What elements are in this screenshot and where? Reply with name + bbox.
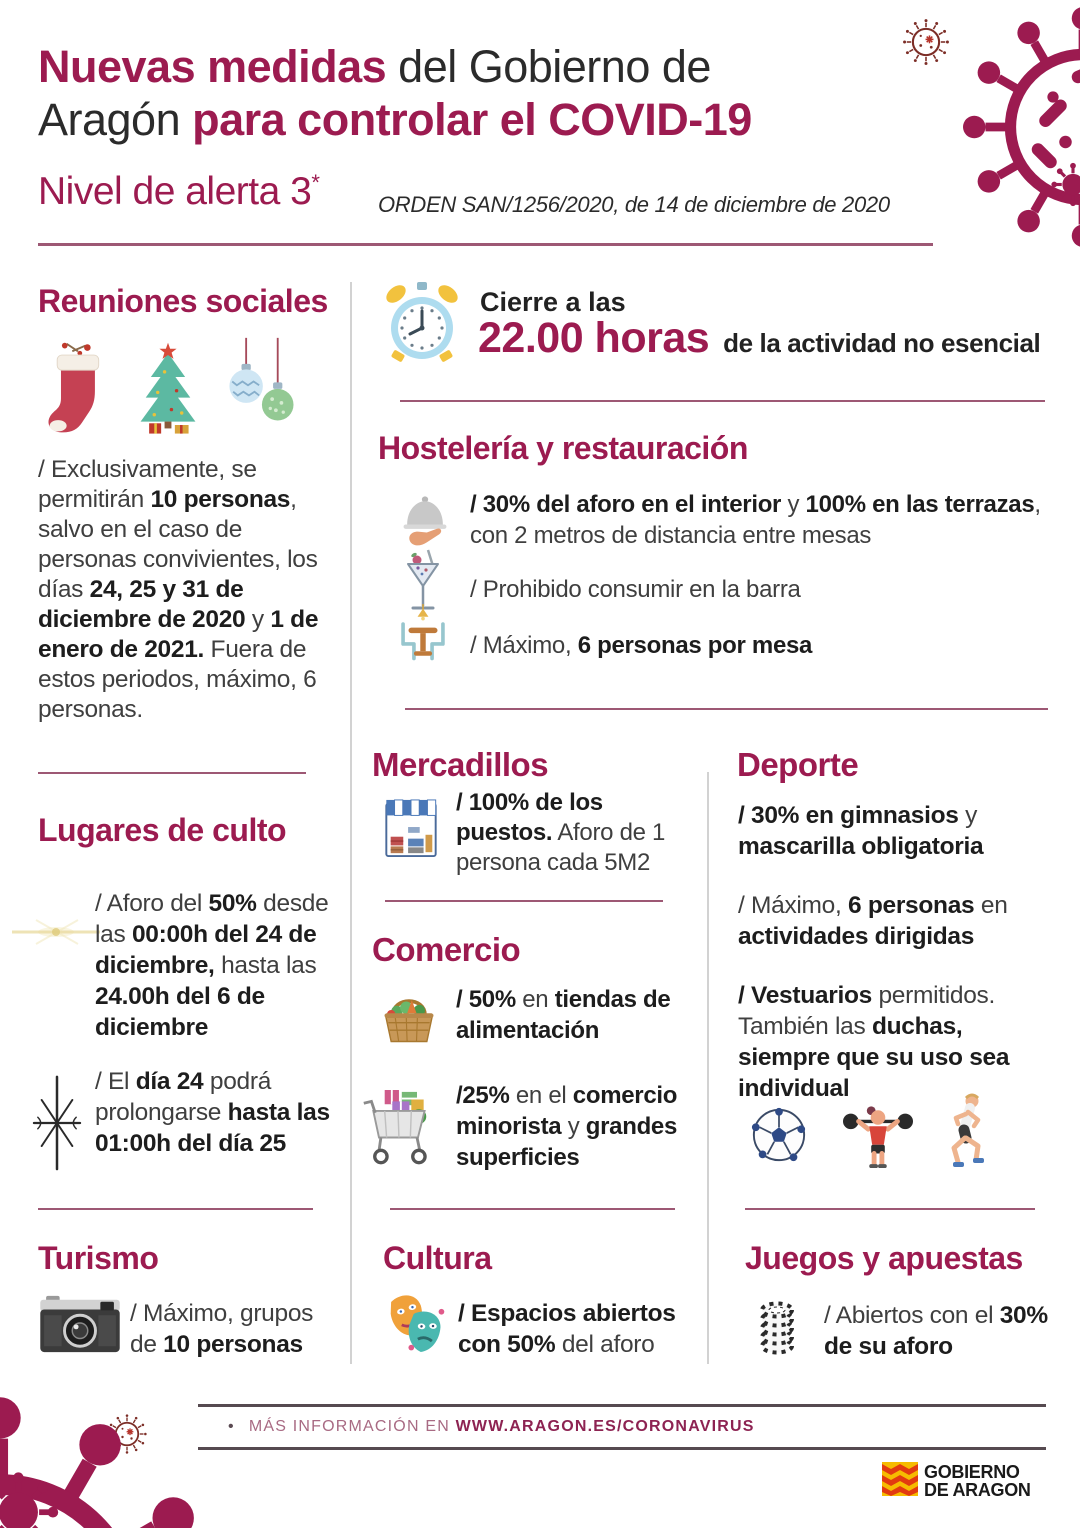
alert-level-text: Nivel de alerta 3 — [38, 170, 312, 213]
text-segment: / — [456, 789, 469, 816]
text-segment: / Máximo, — [738, 892, 848, 919]
text-segment: 30% de su aforo — [824, 1302, 1048, 1360]
text-segment: podrá prolongarse — [95, 1068, 272, 1126]
text-segment: y — [561, 1113, 586, 1140]
text-segment: / — [456, 1082, 463, 1109]
text-segment: / Máximo, grupos de — [130, 1300, 314, 1358]
section-heading-cultura: Cultura — [383, 1240, 492, 1276]
text-segment: 50% — [208, 890, 257, 917]
section-heading-juegos: Juegos y apuestas — [745, 1240, 1023, 1276]
text-segment: permitidos. También las — [738, 982, 995, 1040]
culto-item-1-text — [95, 888, 347, 1043]
soccer-ball-icon — [750, 1106, 808, 1164]
mercadillos-item-1-text — [456, 788, 684, 878]
order-reference: ORDEN SAN/1256/2020, de 14 de diciembre de 2020 — [378, 192, 890, 217]
text-segment: , con 2 metros de distancia entre mesas — [470, 491, 1041, 549]
christmas-tree-icon — [132, 334, 204, 444]
text-segment: mascarilla obligatoria — [738, 833, 984, 860]
text-segment: 30% del aforo en el interior — [482, 491, 782, 518]
star-icon — [28, 1075, 86, 1171]
deporte-item-3-text — [738, 980, 1054, 1104]
closure-suffix: de la actividad no esencial — [723, 328, 1041, 358]
section-heading-turismo: Turismo — [38, 1240, 159, 1276]
section-heading-reuniones: Reuniones sociales — [38, 283, 328, 319]
text-segment: / — [456, 986, 469, 1013]
text-segment: 50% — [468, 986, 516, 1013]
turismo-item-1-text — [130, 1298, 345, 1360]
divider — [38, 1208, 313, 1210]
culto-item-2-text — [95, 1066, 353, 1159]
shopping-cart-icon — [360, 1088, 436, 1168]
text-segment: en el — [509, 1082, 573, 1109]
text-segment: / Abiertos con el — [824, 1302, 1000, 1329]
market-stall-icon — [384, 798, 438, 858]
text-segment: 24.00h del 6 de diciembre — [95, 983, 265, 1041]
text-segment: y — [958, 802, 978, 829]
aragon-flag-emblem — [882, 1462, 918, 1496]
text-segment: del aforo — [555, 1331, 655, 1358]
text-segment: día 24 — [135, 1068, 204, 1095]
text-segment: 25% — [462, 1082, 510, 1109]
text-segment: / — [738, 982, 752, 1009]
text-segment: 30% en gimnasios — [751, 802, 959, 829]
text-segment: Fuera de estos periodos, máximo, 6 personas. — [38, 636, 317, 723]
deporte-item-2-text — [738, 890, 1050, 952]
closure-prefix: Cierre a las — [480, 287, 626, 317]
alert-level — [38, 170, 319, 214]
text-segment: 10 personas — [150, 486, 291, 513]
column-divider-left — [350, 282, 352, 1364]
divider — [400, 400, 1045, 402]
text-segment: / — [470, 491, 483, 518]
text-segment: Espacios abiertos con 50% — [458, 1300, 676, 1358]
text-segment: tiendas de alimentación — [456, 986, 671, 1044]
comercio-item-2-text — [456, 1080, 714, 1173]
text-segment: / Exclusivamente, se permitirán — [38, 456, 257, 513]
section-heading-hosteleria: Hostelería y restauración — [378, 430, 748, 466]
title-regular-1: del Gobierno de — [386, 41, 711, 92]
text-segment: 10 personas — [163, 1331, 303, 1358]
text-segment: / Prohibido consumir en la barra — [470, 576, 801, 603]
text-segment: / Aforo del — [95, 890, 209, 917]
footer-info-prefix: MÁS INFORMACIÓN EN — [248, 1418, 456, 1435]
hosteleria-item-2-text — [470, 574, 1030, 605]
header-divider — [38, 243, 933, 246]
candle-icon — [8, 902, 104, 958]
text-segment: / — [738, 802, 752, 829]
weightlifter-icon — [838, 1100, 918, 1170]
column-divider-right — [707, 772, 709, 1364]
closure-time: 22.00 horas — [478, 314, 710, 362]
footer-info-url: WWW.ARAGON.ES/CORONAVIRUS — [455, 1418, 755, 1435]
footer-rule-bottom — [198, 1447, 1046, 1450]
table-chairs-icon — [394, 604, 452, 664]
text-segment: en — [974, 892, 1008, 919]
text-segment: hasta las — [214, 952, 317, 979]
big-virus-icon — [958, 2, 1080, 252]
deporte-item-1-text — [738, 800, 1050, 862]
comercio-item-1-text — [456, 984, 714, 1046]
text-segment: Aforo de 1 persona cada 5M2 — [456, 819, 666, 876]
cultura-item-1-text — [458, 1298, 698, 1360]
section-heading-mercadillos: Mercadillos — [372, 746, 549, 783]
text-segment: 6 personas por mesa — [577, 632, 813, 659]
camera-icon — [38, 1292, 122, 1354]
baubles-icon — [222, 336, 300, 440]
poker-chips-icon — [752, 1296, 802, 1356]
text-segment: 6 personas — [848, 892, 975, 919]
logo-line-1: GOBIERNO — [924, 1462, 1020, 1482]
section-heading-deporte: Deporte — [737, 746, 859, 783]
divider — [38, 772, 306, 774]
section-heading-culto: Lugares de culto — [38, 812, 287, 848]
text-segment: 00:00h del 24 de diciembre, — [95, 921, 317, 979]
text-segment: grandes superficies — [456, 1113, 678, 1171]
text-segment: 1 de enero de 2021. — [38, 606, 319, 663]
text-segment: hasta las 01:00h del día 25 — [95, 1099, 330, 1157]
government-logo-text — [924, 1463, 1031, 1499]
text-segment: y — [245, 606, 271, 633]
text-segment: , salvo en el caso de personas convivientes, los días — [38, 486, 318, 603]
footer-info — [228, 1418, 755, 1436]
divider — [405, 708, 1048, 710]
title-accent-1: Nuevas medidas — [38, 41, 387, 92]
text-segment: comercio minorista — [456, 1082, 678, 1140]
alarm-clock-icon — [380, 280, 464, 368]
big-virus-icon — [0, 1388, 230, 1528]
serving-cloche-icon — [400, 490, 450, 550]
footer-rule-top — [198, 1404, 1046, 1407]
divider — [390, 1208, 675, 1210]
section-heading-comercio: Comercio — [372, 931, 521, 968]
divider — [745, 1208, 1035, 1210]
divider — [385, 900, 663, 902]
text-segment: 100% en las terrazas — [805, 491, 1035, 518]
text-segment: / — [458, 1300, 472, 1327]
small-virus-icon — [898, 14, 954, 70]
hosteleria-item-3-text — [470, 630, 1030, 661]
text-segment: 100% de los puestos. — [456, 789, 603, 846]
footer-bullet: • — [228, 1418, 235, 1435]
text-segment: Vestuarios — [751, 982, 872, 1009]
text-segment: en — [515, 986, 555, 1013]
text-segment: 24, 25 y 31 de diciembre de 2020 — [38, 576, 246, 633]
title-accent-2: para controlar el COVID-19 — [192, 94, 752, 145]
text-segment: actividades dirigidas — [738, 923, 975, 950]
theater-masks-icon — [383, 1290, 449, 1358]
logo-line-2: DE ARAGON — [924, 1480, 1031, 1500]
alert-asterisk: * — [311, 170, 320, 195]
food-basket-icon — [378, 988, 440, 1048]
juegos-item-1-text — [824, 1300, 1049, 1362]
title-regular-2: Aragón — [38, 94, 193, 145]
text-segment: y — [781, 491, 806, 518]
text-segment: / Máximo, — [470, 632, 578, 659]
text-segment: desde las — [95, 890, 329, 948]
reuniones-body-text — [38, 455, 334, 725]
runner-icon — [938, 1092, 994, 1172]
text-segment: / El — [95, 1068, 136, 1095]
text-segment: duchas, siempre que su uso sea individual — [738, 1013, 1010, 1102]
christmas-stocking-icon — [44, 338, 110, 440]
hosteleria-item-1-text — [470, 489, 1048, 551]
closure-line — [478, 314, 1040, 363]
page-title — [38, 40, 918, 146]
